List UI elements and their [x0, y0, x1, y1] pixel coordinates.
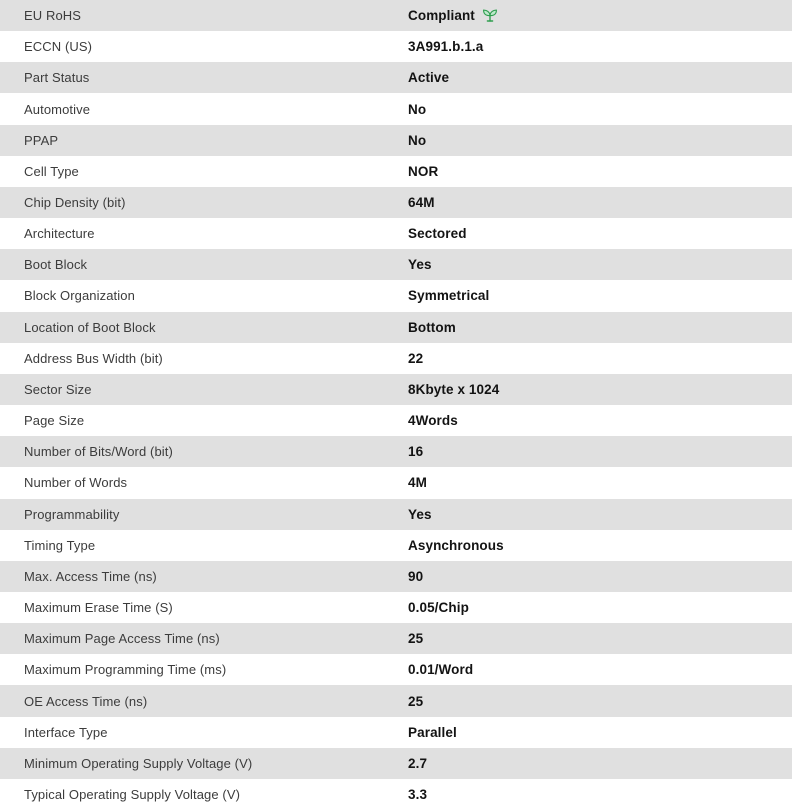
table-row [0, 654, 792, 685]
spec-value [408, 226, 792, 241]
spec-label: Number of Bits/Word (bit) [24, 444, 173, 460]
spec-value-text: 22 [408, 350, 424, 366]
spec-value-text: 25 [408, 693, 424, 709]
spec-value-text: 0.01/Word [408, 662, 474, 678]
spec-value [408, 725, 792, 740]
spec-value [408, 70, 792, 85]
table-row [0, 499, 792, 530]
spec-value-text: 0.05/Chip [408, 600, 469, 616]
spec-value [408, 288, 792, 303]
spec-value [408, 320, 792, 335]
spec-value [408, 195, 792, 210]
spec-label: PPAP [24, 132, 59, 148]
spec-value [408, 694, 792, 709]
spec-value [408, 351, 792, 366]
spec-label: Architecture [24, 226, 95, 242]
table-row [0, 62, 792, 93]
table-row [0, 717, 792, 748]
spec-value-text: 64M [408, 195, 435, 211]
spec-label: Timing Type [24, 537, 96, 553]
table-row [0, 218, 792, 249]
spec-value-text: Compliant [408, 8, 475, 24]
spec-value [408, 164, 792, 179]
spec-label: Interface Type [24, 724, 108, 740]
spec-value-text: 3.3 [408, 786, 428, 802]
spec-label: Chip Density (bit) [24, 195, 126, 211]
table-row [0, 374, 792, 405]
spec-label: Page Size [24, 413, 85, 429]
spec-value-text: Parallel [408, 724, 457, 740]
spec-value-text: No [408, 101, 427, 117]
spec-value-text: Sectored [408, 226, 467, 242]
spec-label: Minimum Operating Supply Voltage (V) [24, 755, 253, 771]
spec-value-text: 2.7 [408, 755, 428, 771]
spec-value-text: Yes [408, 257, 432, 273]
spec-label: Boot Block [24, 257, 88, 273]
spec-value-text: 4Words [408, 413, 458, 429]
spec-value [408, 600, 792, 615]
spec-value [408, 507, 792, 522]
table-row [0, 779, 792, 810]
spec-value-text: Bottom [408, 319, 456, 335]
table-row [0, 561, 792, 592]
table-row [0, 436, 792, 467]
spec-value [408, 787, 792, 802]
table-row [0, 31, 792, 62]
table-row [0, 748, 792, 779]
spec-value-text: 90 [408, 568, 424, 584]
spec-label: EU RoHS [24, 8, 82, 24]
spec-label: Cell Type [24, 163, 79, 179]
spec-label: Sector Size [24, 381, 92, 397]
spec-label: OE Access Time (ns) [24, 693, 148, 709]
spec-label: Maximum Page Access Time (ns) [24, 631, 220, 647]
spec-value-text: Symmetrical [408, 288, 490, 304]
spec-value-text: No [408, 132, 427, 148]
spec-value-text: 4M [408, 475, 427, 491]
table-row [0, 312, 792, 343]
spec-label: ECCN (US) [24, 39, 93, 55]
spec-value [408, 257, 792, 272]
table-row [0, 187, 792, 218]
table-row [0, 343, 792, 374]
spec-label: Block Organization [24, 288, 135, 304]
table-row [0, 685, 792, 716]
spec-value-text: 25 [408, 631, 424, 647]
spec-value-text: NOR [408, 163, 439, 179]
spec-value-text: 16 [408, 444, 424, 460]
spec-value [408, 475, 792, 490]
spec-value-text: Yes [408, 506, 432, 522]
table-row [0, 156, 792, 187]
spec-label: Programmability [24, 506, 120, 522]
spec-value [408, 39, 792, 54]
table-row [0, 405, 792, 436]
spec-value [408, 8, 792, 23]
spec-label: Max. Access Time (ns) [24, 568, 157, 584]
spec-value [408, 444, 792, 459]
table-row [0, 592, 792, 623]
table-row [0, 93, 792, 124]
spec-label: Automotive [24, 101, 91, 117]
spec-label: Maximum Programming Time (ms) [24, 662, 227, 678]
table-row [0, 530, 792, 561]
spec-value [408, 756, 792, 771]
spec-label: Typical Operating Supply Voltage (V) [24, 786, 241, 802]
spec-value [408, 662, 792, 677]
table-row [0, 0, 792, 31]
spec-value [408, 133, 792, 148]
table-row [0, 623, 792, 654]
table-row [0, 467, 792, 498]
spec-value [408, 569, 792, 584]
spec-value-text: Asynchronous [408, 537, 504, 553]
table-row [0, 249, 792, 280]
spec-value-text: 3A991.b.1.a [408, 39, 484, 55]
spec-label: Address Bus Width (bit) [24, 350, 163, 366]
spec-label: Maximum Erase Time (S) [24, 600, 173, 616]
spec-value [408, 382, 792, 397]
spec-value [408, 631, 792, 646]
table-row [0, 280, 792, 311]
spec-value-text: Active [408, 70, 450, 86]
spec-value [408, 413, 792, 428]
spec-label: Part Status [24, 70, 90, 86]
table-row [0, 125, 792, 156]
spec-label: Location of Boot Block [24, 319, 156, 335]
spec-value [408, 538, 792, 553]
spec-label: Number of Words [24, 475, 128, 491]
spec-value [408, 102, 792, 117]
rohs-leaf-icon [482, 8, 498, 23]
spec-value-text: 8Kbyte x 1024 [408, 381, 500, 397]
